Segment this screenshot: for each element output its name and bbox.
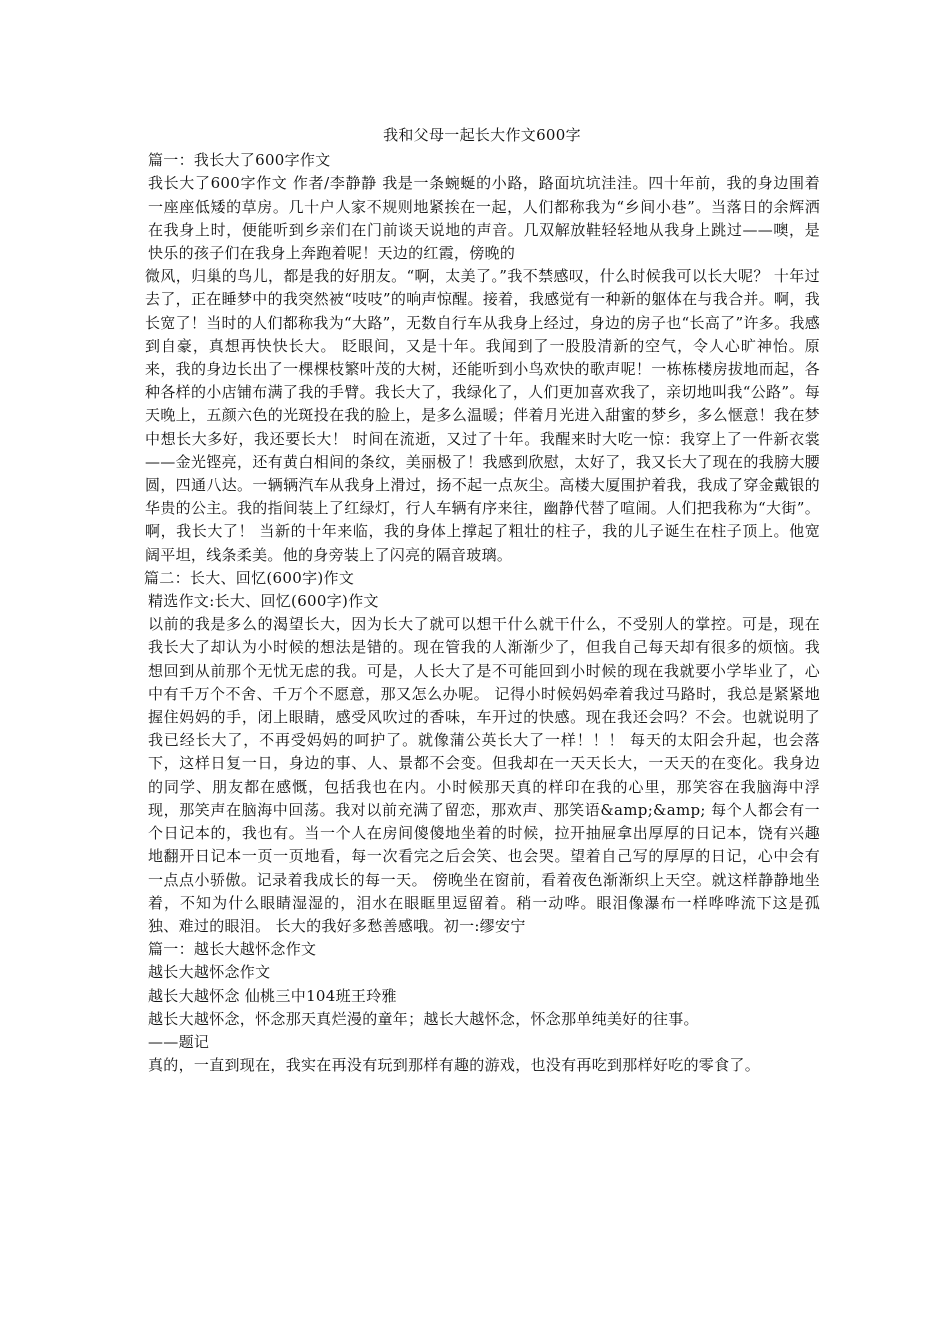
section-3-line-3: 越长大越怀念，怀念那天真烂漫的童年；越长大越怀念，怀念那单纯美好的往事。 — [148, 1009, 699, 1028]
section-3-epigraph: ——题记 — [148, 1032, 210, 1051]
section-2-paragraph: 以前的我是多么的渴望长大，因为长大了就可以想干什么就干什么，不受别人的掌控。可是，现在我长大了却认为小时候的想法是错的。现在管我的人渐渐少了，但我自己每天却有很多的烦恼。我想回到从前那个无忧无虑的我。可是，人长大了是不可能回到小时候的现在我就要小学毕业了，心中有千万个不舍、千万个不愿意，那又怎么办呢。 记得小时候妈妈牵着我过马路时，我总是紧紧地握住妈妈的手，闭上眼睛，感受风吹过的香味，车开过的快感。现在我还会吗？不会。也就说明了我已经长大了，不再受妈妈的呵护了。就像蒲公英长大了一样！！！ 每天的太阳会升起，也会落下，这样日复一日，身边的事、人、景都不会变。但我却在一天天长大，一天天的在变化。我身边的同学、朋友都在感慨，包括我也在内。小时候那天真的样印在我的心里，那笑容在我脑海中浮现，那笑声在脑海中回荡。我对以前充满了留恋，那欢声、那笑语&amp;&amp; 每个人都会有一个日记本的，我也有。当一个人在房间傻傻地坐着的时候，拉开抽屉拿出厚厚的日记本，饶有兴趣地翻开日记本一页一页地看，每一次看完之后会笑、也会哭。望着自己写的厚厚的日记，心中会有一点点小骄傲。记录着我成长的每一天。 傍晚坐在窗前，看着夜色渐渐织上天空。就这样静静地坐着，不知为什么眼睛湿湿的，泪水在眼眶里逗留着。稍一动哗。眼泪像瀑布一样哗哗流下这是孤独、难过的眼泪。 长大的我好多愁善感哦。初一:缪安宁 — [148, 615, 820, 935]
document-body — [144, 124, 820, 1077]
section-3-line-5: 真的，一直到现在，我实在再没有玩到那样有趣的游戏，也没有再吃到那样好吃的零食了。 — [148, 1056, 761, 1075]
document-title: 我和父母一起长大作文600字 — [383, 126, 581, 144]
section-3-line-1: 越长大越怀念作文 — [148, 963, 271, 982]
section-2-subheading: 精选作文:长大、回忆(600字)作文 — [148, 592, 379, 611]
section-1-heading: 篇一：我长大了600字作文 — [148, 151, 331, 170]
section-1-paragraph-1: 我长大了600字作文 作者/李静静 我是一条蜿蜒的小路，路面坑坑洼洼。四十年前，我的身边围着一座座低矮的草房。几十户人家不规则地紧挨在一起，人们都称我为“乡间小巷”。当落日的余辉洒在我身上时，便能听到乡亲们在门前谈天说地的声音。几双解放鞋轻轻地从我身上跳过——噢，是快乐的孩子们在我身上奔跑着呢！天边的红霞，傍晚的 — [148, 174, 820, 263]
section-3-line-2: 越长大越怀念 仙桃三中104班王玲雅 — [148, 986, 397, 1005]
section-3-heading: 篇一：越长大越怀念作文 — [148, 940, 317, 959]
section-1-paragraph-2: 微风，归巢的鸟儿，都是我的好朋友。“啊，太美了。”我不禁感叹，什么时候我可以长大呢？ 十年过去了，正在睡梦中的我突然被“吱吱”的响声惊醒。接着，我感觉有一种新的躯体在与我合并。啊，我长宽了！当时的人们都称我为“大路”，无数自行车从我身上经过，身边的房子也“长高了”许多。我感到自豪，真想再快快长大。 眨眼间，又是十年。我闻到了一股股清新的空气，令人心旷神怡。原来，我的身边长出了一棵棵枝繁叶茂的大树，还能听到小鸟欢快的歌声呢！一栋栋楼房拔地而起，各种各样的小店铺布满了我的手臂。我长大了，我绿化了，人们更加喜欢我了，亲切地叫我“公路”。每天晚上，五颜六色的光斑投在我的脸上，是多么温暖；伴着月光进入甜蜜的梦乡，多么惬意！我在梦中想长大多好，我还要长大！ 时间在流逝，又过了十年。我醒来时大吃一惊：我穿上了一件新衣裳——金光铿亮，还有黄白相间的条纹，美丽极了！我感到欣慰，太好了，我又长大了现在的我膀大腰圆，四通八达。一辆辆汽车从我身上滑过，扬不起一点灰尘。高楼大厦围护着我，我成了穿金戴银的华贵的公主。我的指间装上了红绿灯，行人车辆有序来往，幽静代替了喧闹。人们把我称为“大街”。啊，我长大了！ 当新的十年来临，我的身体上撑起了粗壮的柱子，我的儿子诞生在柱子顶上。他宽阔平坦，线条柔美。他的身旁装上了闪亮的隔音玻璃。 — [145, 267, 820, 564]
section-2-heading: 篇二：长大、回忆(600字)作文 — [144, 568, 355, 587]
